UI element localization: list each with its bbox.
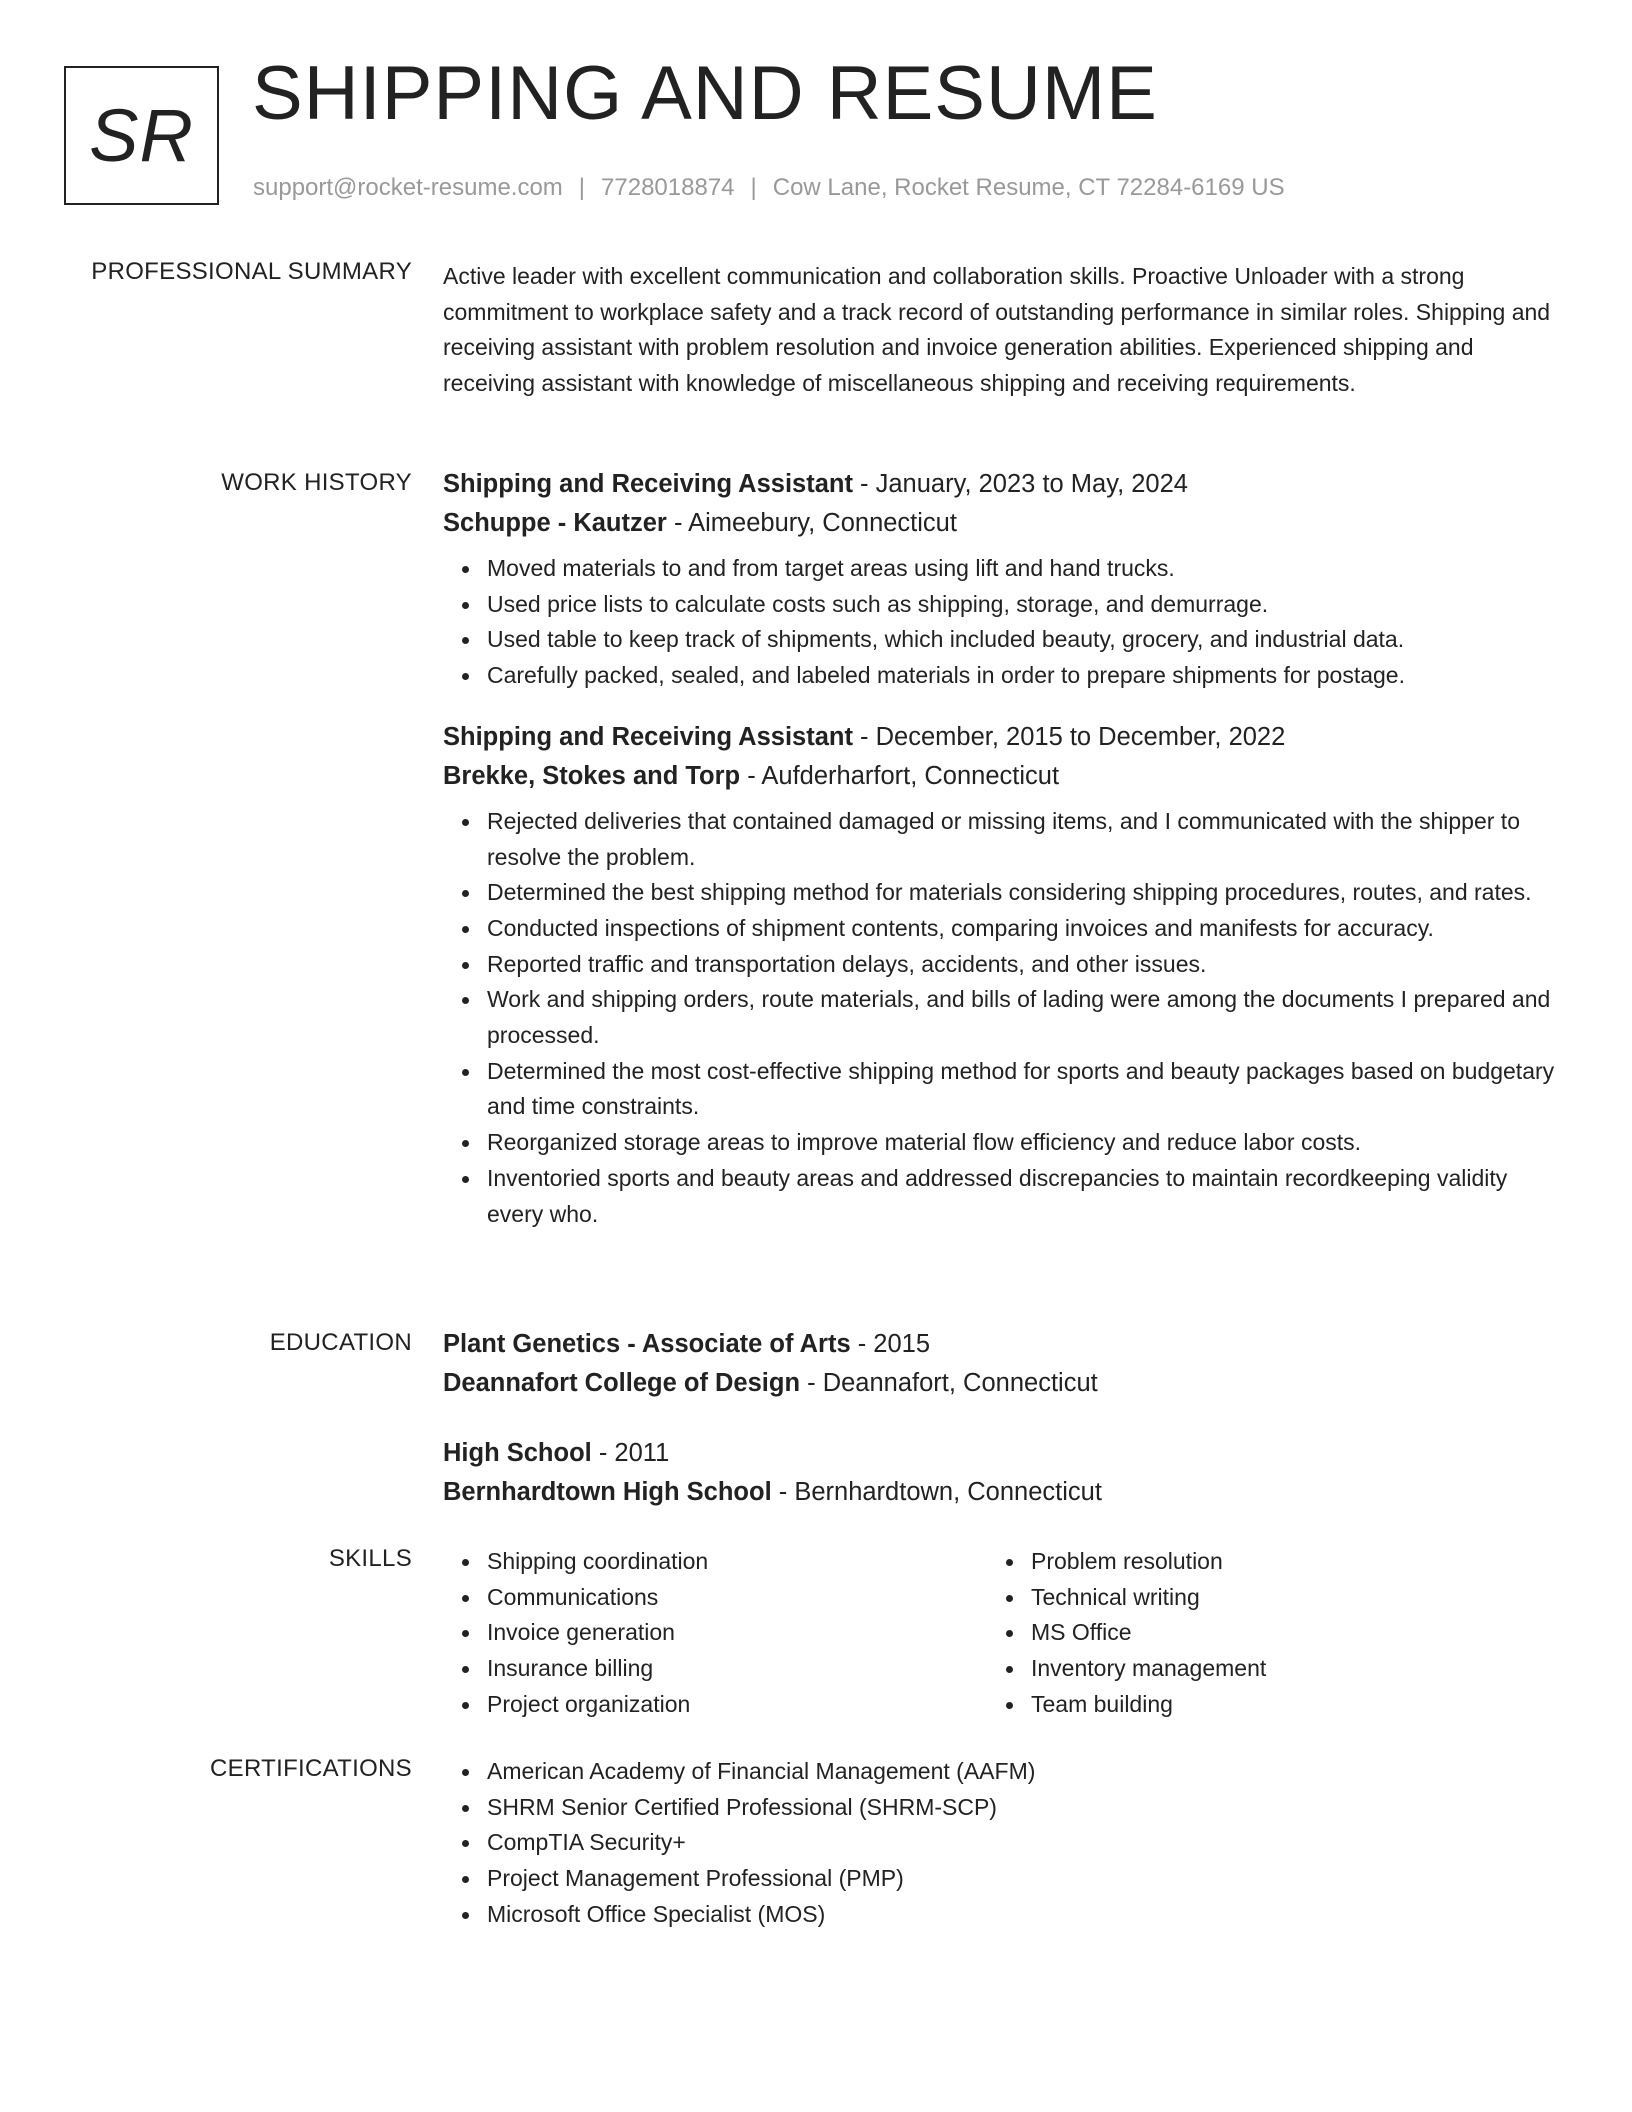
job-location: - Aimeebury, Connecticut bbox=[666, 509, 957, 537]
job-dates: - January, 2023 to May, 2024 bbox=[852, 470, 1188, 498]
education-degree: Plant Genetics - Associate of Arts bbox=[443, 1330, 851, 1358]
education-school-line bbox=[443, 1473, 1563, 1512]
list-item: Project Management Professional (PMP) bbox=[487, 1861, 1563, 1897]
job-title-line bbox=[443, 718, 1563, 757]
monogram-initials: SR bbox=[64, 66, 219, 205]
list-item: Communications bbox=[487, 1580, 963, 1616]
education-year: - 2015 bbox=[850, 1330, 931, 1358]
education-entry bbox=[443, 1325, 1563, 1403]
skills-column-left bbox=[443, 1544, 963, 1723]
job-location: - Aufderharfort, Connecticut bbox=[740, 761, 1060, 790]
job-title: Shipping and Receiving Assistant bbox=[443, 722, 853, 751]
job-duties-list bbox=[443, 551, 1563, 694]
education-school: Deannafort College of Design bbox=[443, 1369, 801, 1397]
job-company: Schuppe - Kautzer bbox=[443, 509, 667, 537]
education-degree-line bbox=[443, 1325, 1563, 1364]
job-title-line bbox=[443, 465, 1563, 504]
education-heading: EDUCATION bbox=[269, 1329, 412, 1356]
list-item: American Academy of Financial Management (AAFM) bbox=[487, 1754, 1563, 1790]
list-item: Microsoft Office Specialist (MOS) bbox=[487, 1897, 1563, 1933]
education-entry bbox=[443, 1434, 1563, 1512]
education-year: - 2011 bbox=[591, 1439, 670, 1467]
job-title: Shipping and Receiving Assistant bbox=[443, 470, 853, 498]
skills-heading: SKILLS bbox=[328, 1545, 412, 1572]
list-item: Project organization bbox=[487, 1687, 963, 1723]
list-item: Inventoried sports and beauty areas and addressed discrepancies to maintain recordkeeping validity every who. bbox=[487, 1161, 1563, 1232]
resume-name: SHIPPING AND RESUME bbox=[252, 51, 1158, 136]
certifications-heading: CERTIFICATIONS bbox=[210, 1755, 412, 1782]
summary-text: Active leader with excellent communication and collaboration skills. Proactive Unloader with a strong commitment to workplace safety and a track record of outstanding performance in similar roles. Shipping and receiving assistant with problem resolution and invoice generation abilities. Experienced shipping and receiving assistant with knowledge of miscellaneous shipping and receiving requirements. bbox=[443, 263, 1551, 396]
education-location: - Bernhardtown, Connecticut bbox=[771, 1478, 1102, 1506]
job-company-line bbox=[443, 504, 1563, 543]
list-item: Carefully packed, sealed, and labeled materials in order to prepare shipments for postage. bbox=[487, 658, 1563, 694]
list-item: Invoice generation bbox=[487, 1615, 963, 1651]
certifications-list bbox=[443, 1754, 1563, 1933]
list-item: SHRM Senior Certified Professional (SHRM-SCP) bbox=[487, 1790, 1563, 1826]
list-item: Shipping coordination bbox=[487, 1544, 963, 1580]
list-item: Used table to keep track of shipments, which included beauty, grocery, and industrial data. bbox=[487, 622, 1563, 658]
list-item: Reported traffic and transportation delays, accidents, and other issues. bbox=[487, 947, 1563, 983]
summary-heading: PROFESSIONAL SUMMARY bbox=[91, 258, 412, 285]
job-duties-list bbox=[443, 804, 1563, 1232]
list-item: Rejected deliveries that contained damaged or missing items, and I communicated with the shipper to resolve the problem. bbox=[487, 804, 1563, 875]
list-item: Inventory management bbox=[1031, 1651, 1507, 1687]
list-item: Reorganized storage areas to improve material flow efficiency and reduce labor costs. bbox=[487, 1125, 1563, 1161]
education-location: - Deannafort, Connecticut bbox=[800, 1369, 1098, 1397]
contact-phone[interactable]: 7728018874 bbox=[601, 174, 735, 201]
list-item: Problem resolution bbox=[1031, 1544, 1507, 1580]
list-item: Determined the best shipping method for materials considering shipping procedures, routes, and rates. bbox=[487, 875, 1563, 911]
job-company: Brekke, Stokes and Torp bbox=[443, 761, 741, 790]
contact-separator: | bbox=[750, 174, 757, 201]
job-entry bbox=[443, 465, 1563, 694]
list-item: MS Office bbox=[1031, 1615, 1507, 1651]
education-school-line bbox=[443, 1364, 1563, 1403]
education-degree-line bbox=[443, 1434, 1563, 1473]
list-item: Team building bbox=[1031, 1687, 1507, 1723]
list-item: Moved materials to and from target areas using lift and hand trucks. bbox=[487, 551, 1563, 587]
list-item: Work and shipping orders, route materials, and bills of lading were among the documents I prepared and processed. bbox=[487, 982, 1563, 1053]
list-item: Used price lists to calculate costs such as shipping, storage, and demurrage. bbox=[487, 587, 1563, 623]
job-dates: - December, 2015 to December, 2022 bbox=[852, 722, 1286, 751]
skills-list bbox=[987, 1544, 1507, 1723]
list-item: Conducted inspections of shipment contents, comparing invoices and manifests for accuracy. bbox=[487, 911, 1563, 947]
job-company-line bbox=[443, 757, 1563, 796]
skills-list bbox=[443, 1544, 963, 1723]
education-school: Bernhardtown High School bbox=[443, 1478, 772, 1506]
list-item: Technical writing bbox=[1031, 1580, 1507, 1616]
list-item: CompTIA Security+ bbox=[487, 1825, 1563, 1861]
work-history-heading: WORK HISTORY bbox=[221, 469, 412, 496]
job-entry bbox=[443, 718, 1563, 1232]
list-item: Insurance billing bbox=[487, 1651, 963, 1687]
contact-line bbox=[253, 174, 1285, 202]
contact-separator: | bbox=[578, 174, 586, 201]
education-degree: High School bbox=[443, 1439, 592, 1467]
contact-address: Cow Lane, Rocket Resume, CT 72284-6169 US bbox=[772, 174, 1285, 201]
contact-email[interactable]: support@rocket-resume.com bbox=[253, 174, 563, 201]
skills-column-right bbox=[987, 1544, 1507, 1723]
list-item: Determined the most cost-effective shipping method for sports and beauty packages based on budgetary and time constraints. bbox=[487, 1054, 1563, 1125]
